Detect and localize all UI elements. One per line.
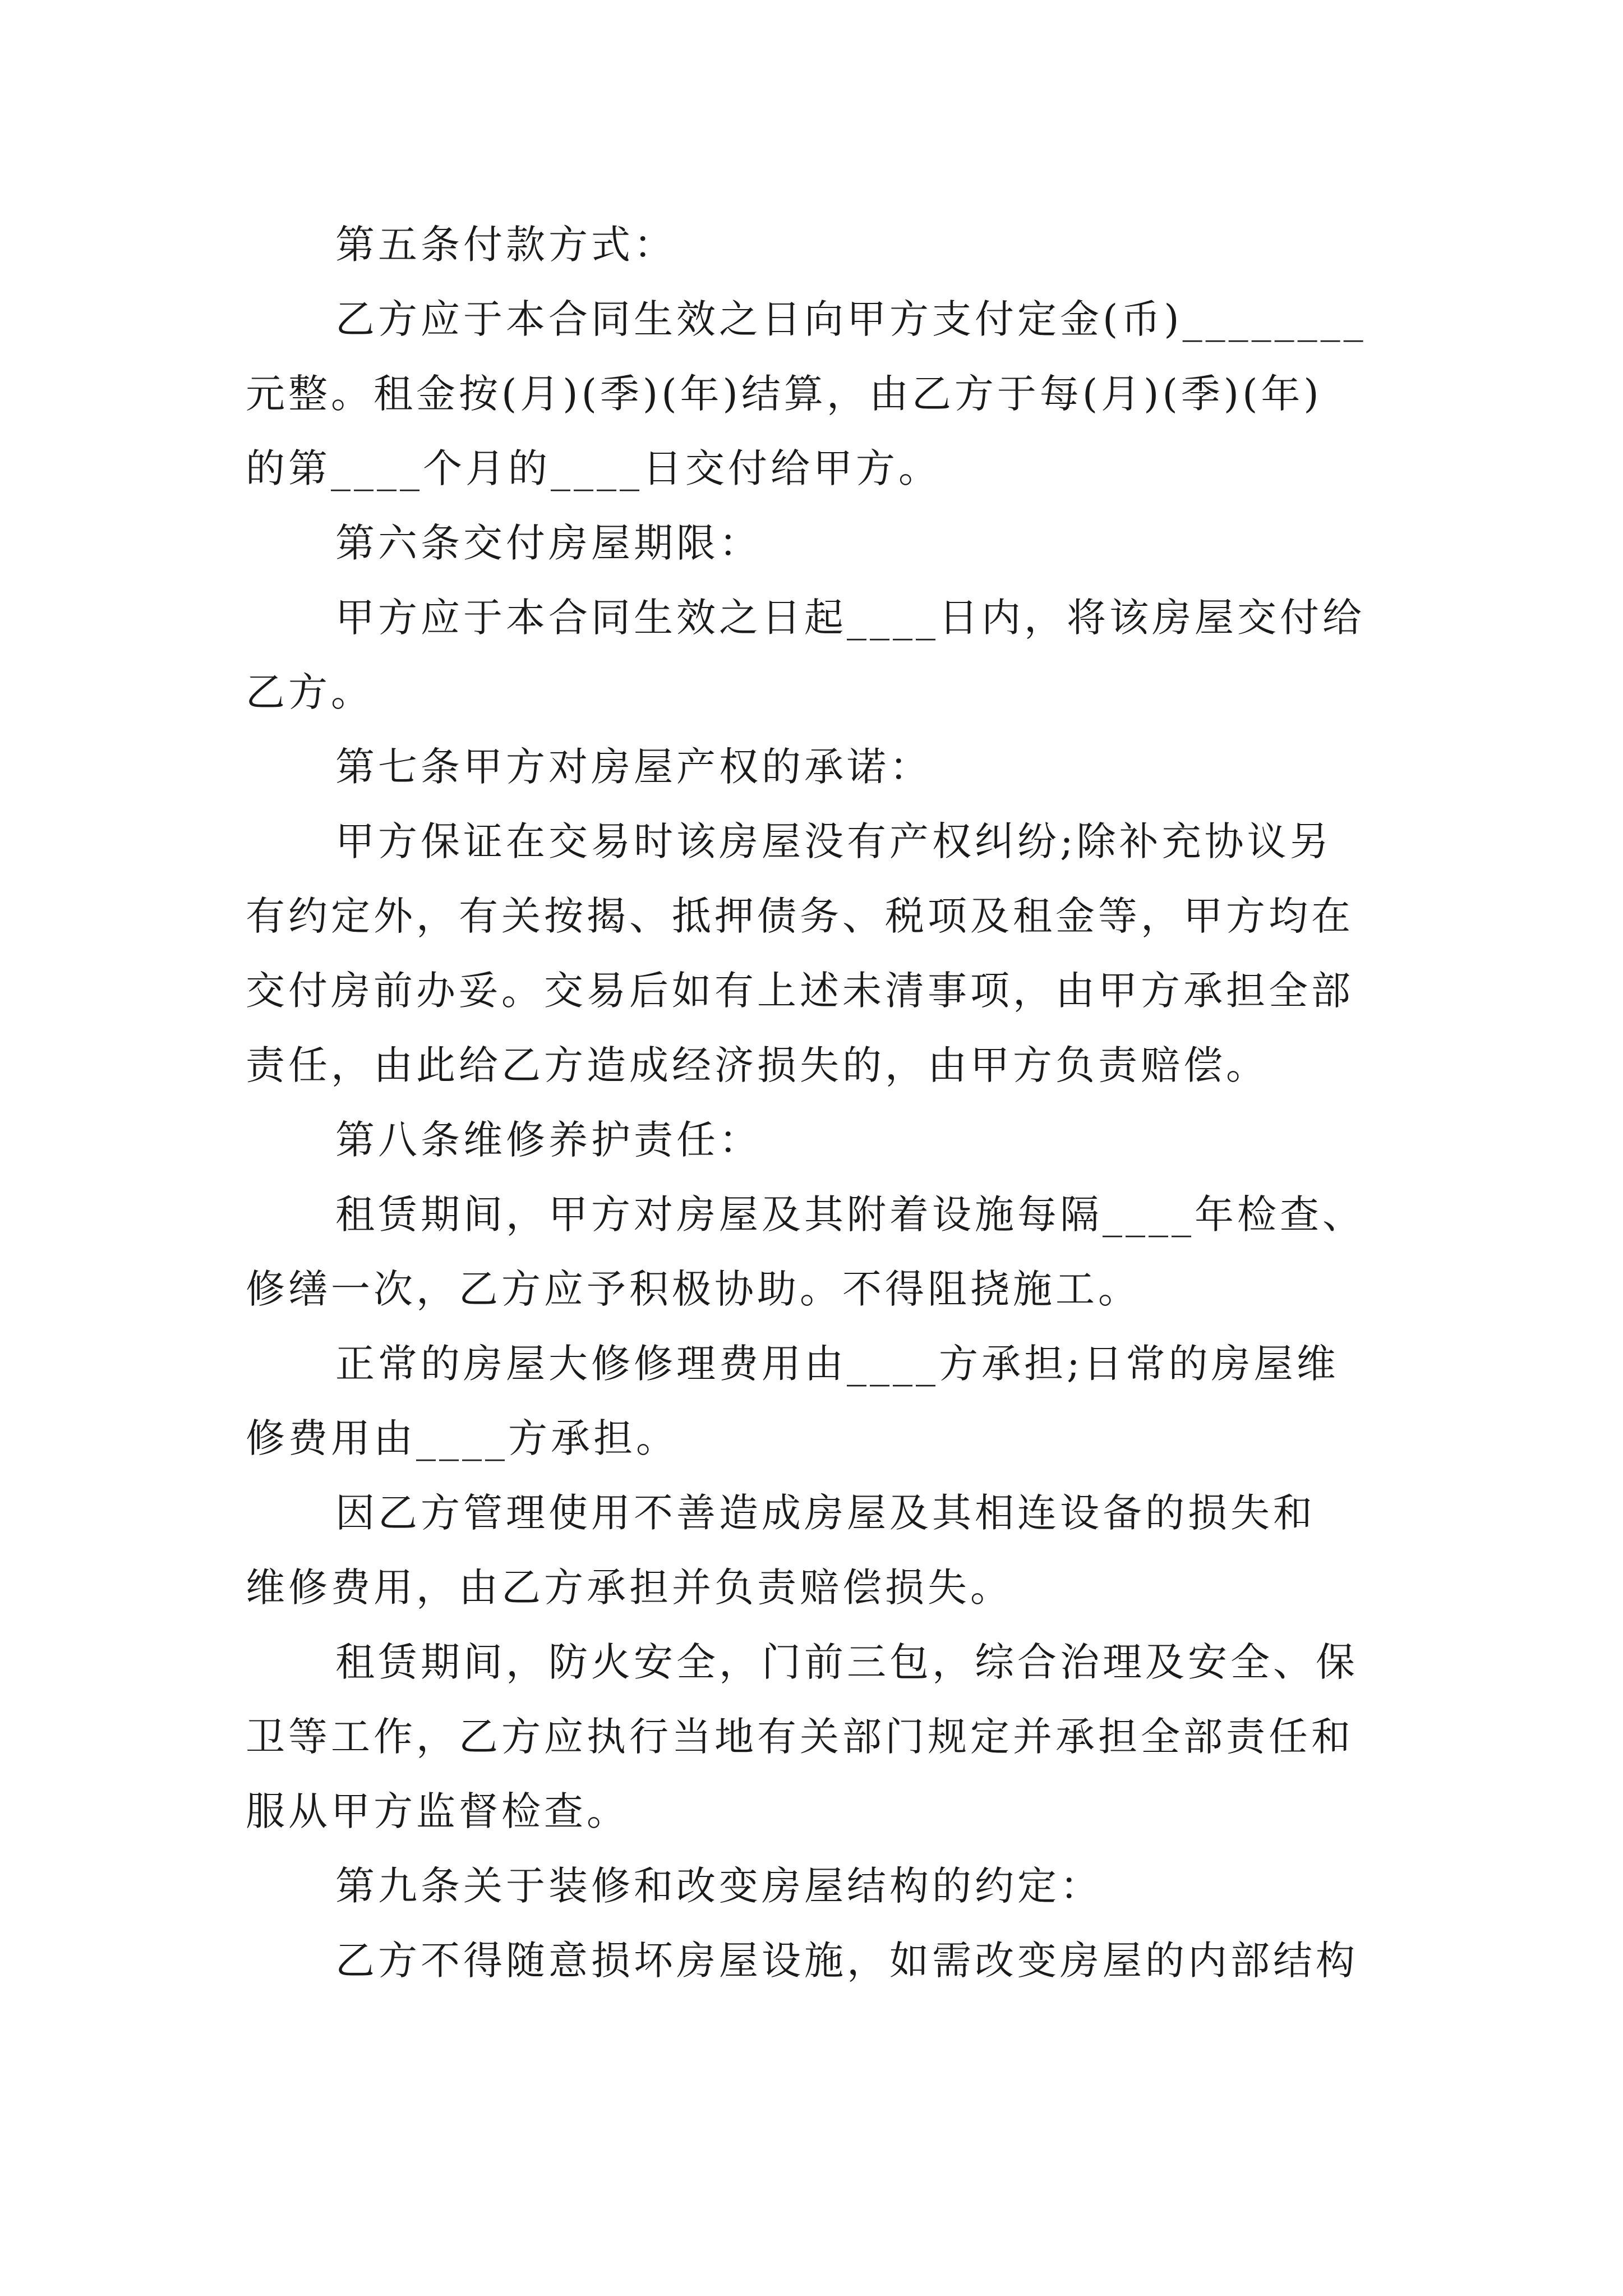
article-8-paragraph-line: 正常的房屋大修修理费用由____方承担;日常的房屋维 — [335, 1341, 1339, 1387]
article-8-paragraph-line: 租赁期间，防火安全，门前三包，综合治理及安全、保 — [335, 1639, 1358, 1685]
article-8-paragraph-line: 修缮一次，乙方应予积极协助。不得阻挠施工。 — [246, 1266, 1141, 1312]
article-7-heading: 第七条甲方对房屋产权的承诺： — [335, 744, 932, 790]
article-8-paragraph-line: 维修费用，由乙方承担并负责赔偿损失。 — [246, 1565, 1013, 1611]
article-6-heading: 第六条交付房屋期限： — [335, 520, 762, 566]
article-8-paragraph-line: 卫等工作，乙方应执行当地有关部门规定并承担全部责任和 — [246, 1714, 1354, 1760]
article-8-paragraph-line: 修费用由____方承担。 — [246, 1415, 679, 1461]
article-7-paragraph-line: 交付房前办妥。交易后如有上述未清事项，由甲方承担全部 — [246, 968, 1354, 1014]
article-7-paragraph-line: 有约定外，有关按揭、抵押债务、税项及租金等，甲方均在 — [246, 893, 1354, 939]
article-7-paragraph-line: 责任，由此给乙方造成经济损失的，由甲方负责赔偿。 — [246, 1042, 1269, 1088]
article-9-paragraph-line: 乙方不得随意损坏房屋设施，如需改变房屋的内部结构 — [335, 1938, 1358, 1984]
article-8-paragraph-line: 服从甲方监督检查。 — [246, 1788, 629, 1834]
article-7-paragraph-line: 甲方保证在交易时该房屋没有产权纠纷;除补充协议另 — [335, 818, 1332, 864]
article-8-paragraph-line: 因乙方管理使用不善造成房屋及其相连设备的损失和 — [335, 1490, 1316, 1536]
article-5-paragraph-line: 的第____个月的____日交付给甲方。 — [246, 445, 941, 491]
article-6-paragraph-line: 甲方应于本合同生效之日起____日内，将该房屋交付给 — [335, 595, 1365, 641]
article-8-paragraph-line: 租赁期间，甲方对房屋及其附着设施每隔____年检查、 — [335, 1191, 1365, 1237]
article-6-paragraph-line: 乙方。 — [246, 669, 374, 715]
article-8-heading: 第八条维修养护责任： — [335, 1117, 762, 1163]
article-5-paragraph-line: 乙方应于本合同生效之日向甲方支付定金(币)________ — [335, 296, 1367, 342]
article-9-heading: 第九条关于装修和改变房屋结构的约定： — [335, 1863, 1103, 1909]
article-5-paragraph-line: 元整。租金按(月)(季)(年)结算，由乙方于每(月)(季)(年) — [246, 371, 1322, 417]
article-5-heading: 第五条付款方式： — [335, 222, 676, 268]
